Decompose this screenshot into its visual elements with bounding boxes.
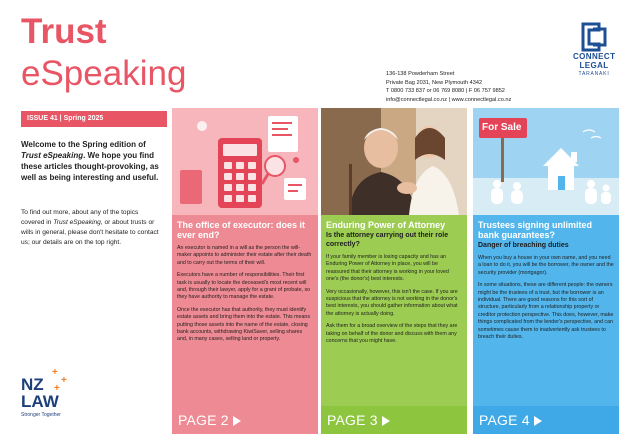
logo-bracket-icon [579, 22, 609, 52]
article-card-guarantees[interactable] [473, 108, 619, 434]
page-4-link[interactable] [473, 406, 619, 434]
intro-body-italic: Trust eSpeaking [53, 219, 101, 226]
card-subtitle: Danger of breaching duties [478, 242, 569, 249]
masthead-title-line1: Trust [21, 12, 107, 51]
card-paragraph: Once the executor has that authority, they must identify estate assets and bring them into the estate. This means putting those assets into the name of the estate, closing bank accounts, withdrawing KiwiSaver, selling shares and, in many cases, selling land or property. [177, 306, 310, 343]
nz-law-line2: LAW [21, 392, 59, 411]
plus-icon: + [52, 367, 58, 378]
contact-address-line1: 136-138 Powderham Street [386, 71, 455, 77]
card-paragraph: Executors have a number of responsibilities. Their first task is usually to locate the deceased's most recent will and, through their lawyer, apply for a grant of probate, so they have authority to manage the estate. [177, 272, 311, 301]
card-text [326, 254, 462, 345]
card-title: The office of executor: does it ever end? [177, 220, 306, 240]
contact-phone: T 0800 733 837 or 06 769 8080 | F 06 757 9852 [386, 88, 505, 95]
calculator-illustration [172, 108, 318, 215]
for-sale-sign-photo [473, 108, 619, 215]
card-title: Enduring Power of Attorney [326, 220, 446, 230]
logo-word-connect: CONNECT [573, 52, 616, 61]
card-paragraph: Ask them for a broad overview of the steps that they are taking on behalf of the donor and discuss with them any concerns that you might have. [326, 323, 458, 345]
intro-body-part2: , or about trusts or wills in general, please don't hesitate to contact us; our details are on the top right. [21, 219, 159, 246]
play-arrow-icon [382, 416, 390, 426]
intro-lead-italic: Trust eSpeaking [21, 151, 84, 160]
card-title: Trustees signing unlimited bank guarantees? [478, 220, 593, 240]
contact-block [386, 70, 511, 104]
elderly-couple-photo [321, 108, 467, 215]
card-body [172, 215, 318, 406]
logo-word-taranaki: TARANAKI [578, 71, 610, 77]
page-2-link[interactable] [172, 406, 318, 434]
page-3-label: PAGE 3 [327, 412, 378, 428]
page-2-label: PAGE 2 [178, 412, 229, 428]
intro-lead-part2: . We hope you find these articles thought-provoking, as well as being interesting and useful. [21, 151, 159, 182]
card-text [177, 245, 313, 344]
card-paragraph: An executor is named in a will as the person the will-maker appoints to administer their estate after their death and to carry out the terms of their will. [177, 245, 312, 266]
play-arrow-icon [534, 416, 542, 426]
card-paragraph: In some situations, these are different people: the owners might be the trustees of a trust, but the borrower is an individual. There are good reasons for this sort of structure, particularly from a relationship property or creditor protection perspective. This does, however, make things complicated from the lender's perspective, and can sometimes cause them to inadvertently ask trustees to breach their duties. [478, 282, 614, 341]
card-body [321, 215, 467, 406]
card-body [473, 215, 619, 406]
connect-legal-logo [573, 22, 615, 77]
intro-body-part1: To find out more, about any of the topics covered in [21, 209, 139, 226]
nz-law-line1: NZ [21, 375, 44, 394]
nz-law-tagline: Stronger Together [21, 412, 61, 418]
plus-icon: + [54, 383, 60, 394]
card-text [478, 255, 614, 341]
contact-address-line2: Private Bag 2031, New Plymouth 4342 [386, 79, 483, 86]
page-3-link[interactable] [321, 406, 467, 434]
article-card-executor[interactable] [172, 108, 318, 434]
card-paragraph: Very occasionally, however, this isn't the case. If you are suspicious that the attorney is not working in the donor's best interests, you should gather information about what the attorney is actually doing. [326, 288, 458, 317]
intro-lead [21, 139, 161, 183]
for-sale-sign-text: For Sale [482, 122, 522, 133]
play-arrow-icon [233, 416, 241, 426]
page-4-label: PAGE 4 [479, 412, 530, 428]
article-card-epa[interactable] [321, 108, 467, 434]
masthead-title-line2: eSpeaking [21, 54, 187, 93]
logo-word-legal: LEGAL [579, 61, 609, 70]
card-paragraph: When you buy a house in your own name, and you need a loan to do it, you will be the borrower, the owner and the security provider (mortgagor). [478, 255, 614, 276]
intro-lead-part1: Welcome to the Spring edition of [21, 140, 146, 149]
issue-banner: ISSUE 41 | Spring 2025 [21, 111, 167, 127]
card-paragraph: If your family member is losing capacity and has an Enduring Power of Attorney in place, you will be reassured that their attorney is working in your loved one's (the donor's) best interests. [326, 254, 449, 283]
card-subtitle: Is the attorney carrying out their role correctly? [326, 232, 449, 248]
plus-icon: + [61, 375, 67, 386]
intro-body [21, 208, 161, 248]
contact-web: info@connectlegal.co.nz | www.connectlegal.co.nz [386, 96, 512, 103]
